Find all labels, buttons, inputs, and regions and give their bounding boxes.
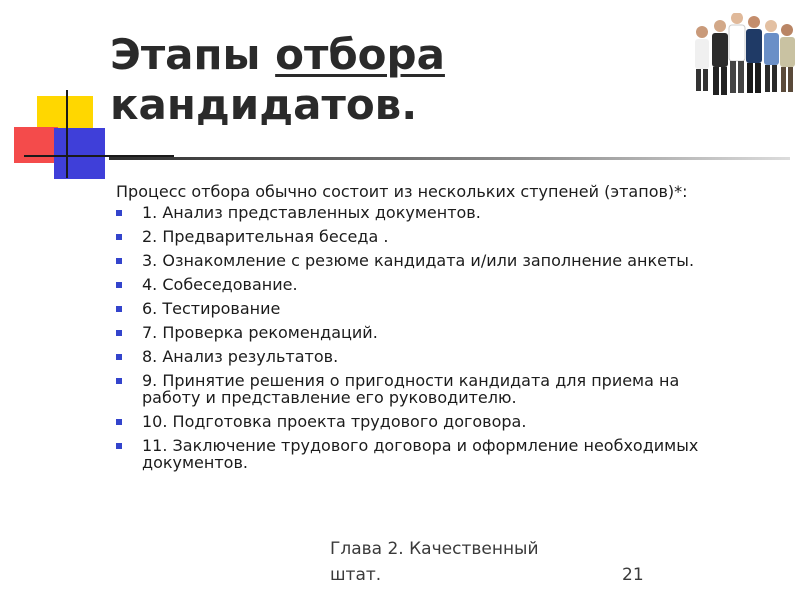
person-3 [729, 7, 745, 93]
title-part-1: Этапы [110, 30, 276, 79]
list-item [0, 413, 732, 430]
slide-title [110, 30, 445, 130]
intro-text: Процесс отбора обычно состоит из нескольких ступеней (этапов)*: [116, 182, 688, 201]
list-item-text: 6. Тестирование [142, 299, 281, 318]
person-2 [712, 20, 728, 95]
list-item-text: 3. Ознакомление с резюме кандидата и/или заполнение анкеты. [142, 251, 695, 270]
bullet-icon [116, 258, 122, 264]
list-item [0, 372, 732, 406]
footer-chapter-text: Глава 2. Качественный штат. [330, 539, 539, 585]
person-5 [764, 20, 779, 92]
list-item [0, 276, 732, 293]
stages-list [0, 204, 732, 478]
bullet-icon [116, 282, 122, 288]
decor-square-blue [54, 128, 105, 179]
bullet-icon [116, 210, 122, 216]
person-6 [780, 24, 795, 92]
list-item-text: 9. Принятие решения о пригодности кандидата для приема на работу и представление его руководителю. [142, 371, 680, 407]
people-group-image [690, 4, 800, 102]
bullet-icon [116, 354, 122, 360]
person-4 [746, 16, 762, 93]
title-part-3: кандидатов. [110, 80, 418, 129]
page-number: 21 [622, 565, 644, 585]
list-item [0, 324, 732, 341]
bullet-icon [116, 234, 122, 240]
person-1 [695, 26, 709, 91]
list-item-text: 11. Заключение трудового договора и оформление необходимых документов. [142, 436, 699, 472]
list-item-text: 2. Предварительная беседа . [142, 227, 389, 246]
list-item-text: 7. Проверка рекомендаций. [142, 323, 378, 342]
list-item-text: 1. Анализ представленных документов. [142, 203, 481, 222]
decor-square-red [14, 127, 58, 163]
bullet-icon [116, 378, 122, 384]
bullet-icon [116, 306, 122, 312]
bullet-icon [116, 419, 122, 425]
decor-vertical-line [66, 90, 68, 178]
bullet-icon [116, 443, 122, 449]
list-item [0, 252, 732, 269]
list-item-text: 8. Анализ результатов. [142, 347, 339, 366]
list-item [0, 228, 732, 245]
title-link-word[interactable]: отбора [275, 30, 445, 79]
list-item-text: 10. Подготовка проекта трудового договора. [142, 412, 527, 431]
list-item [0, 204, 732, 221]
list-item-text: 4. Собеседование. [142, 275, 298, 294]
list-item [0, 437, 732, 471]
title-underline-rule [109, 157, 790, 160]
list-item [0, 348, 732, 365]
bullet-icon [116, 330, 122, 336]
list-item [0, 300, 732, 317]
